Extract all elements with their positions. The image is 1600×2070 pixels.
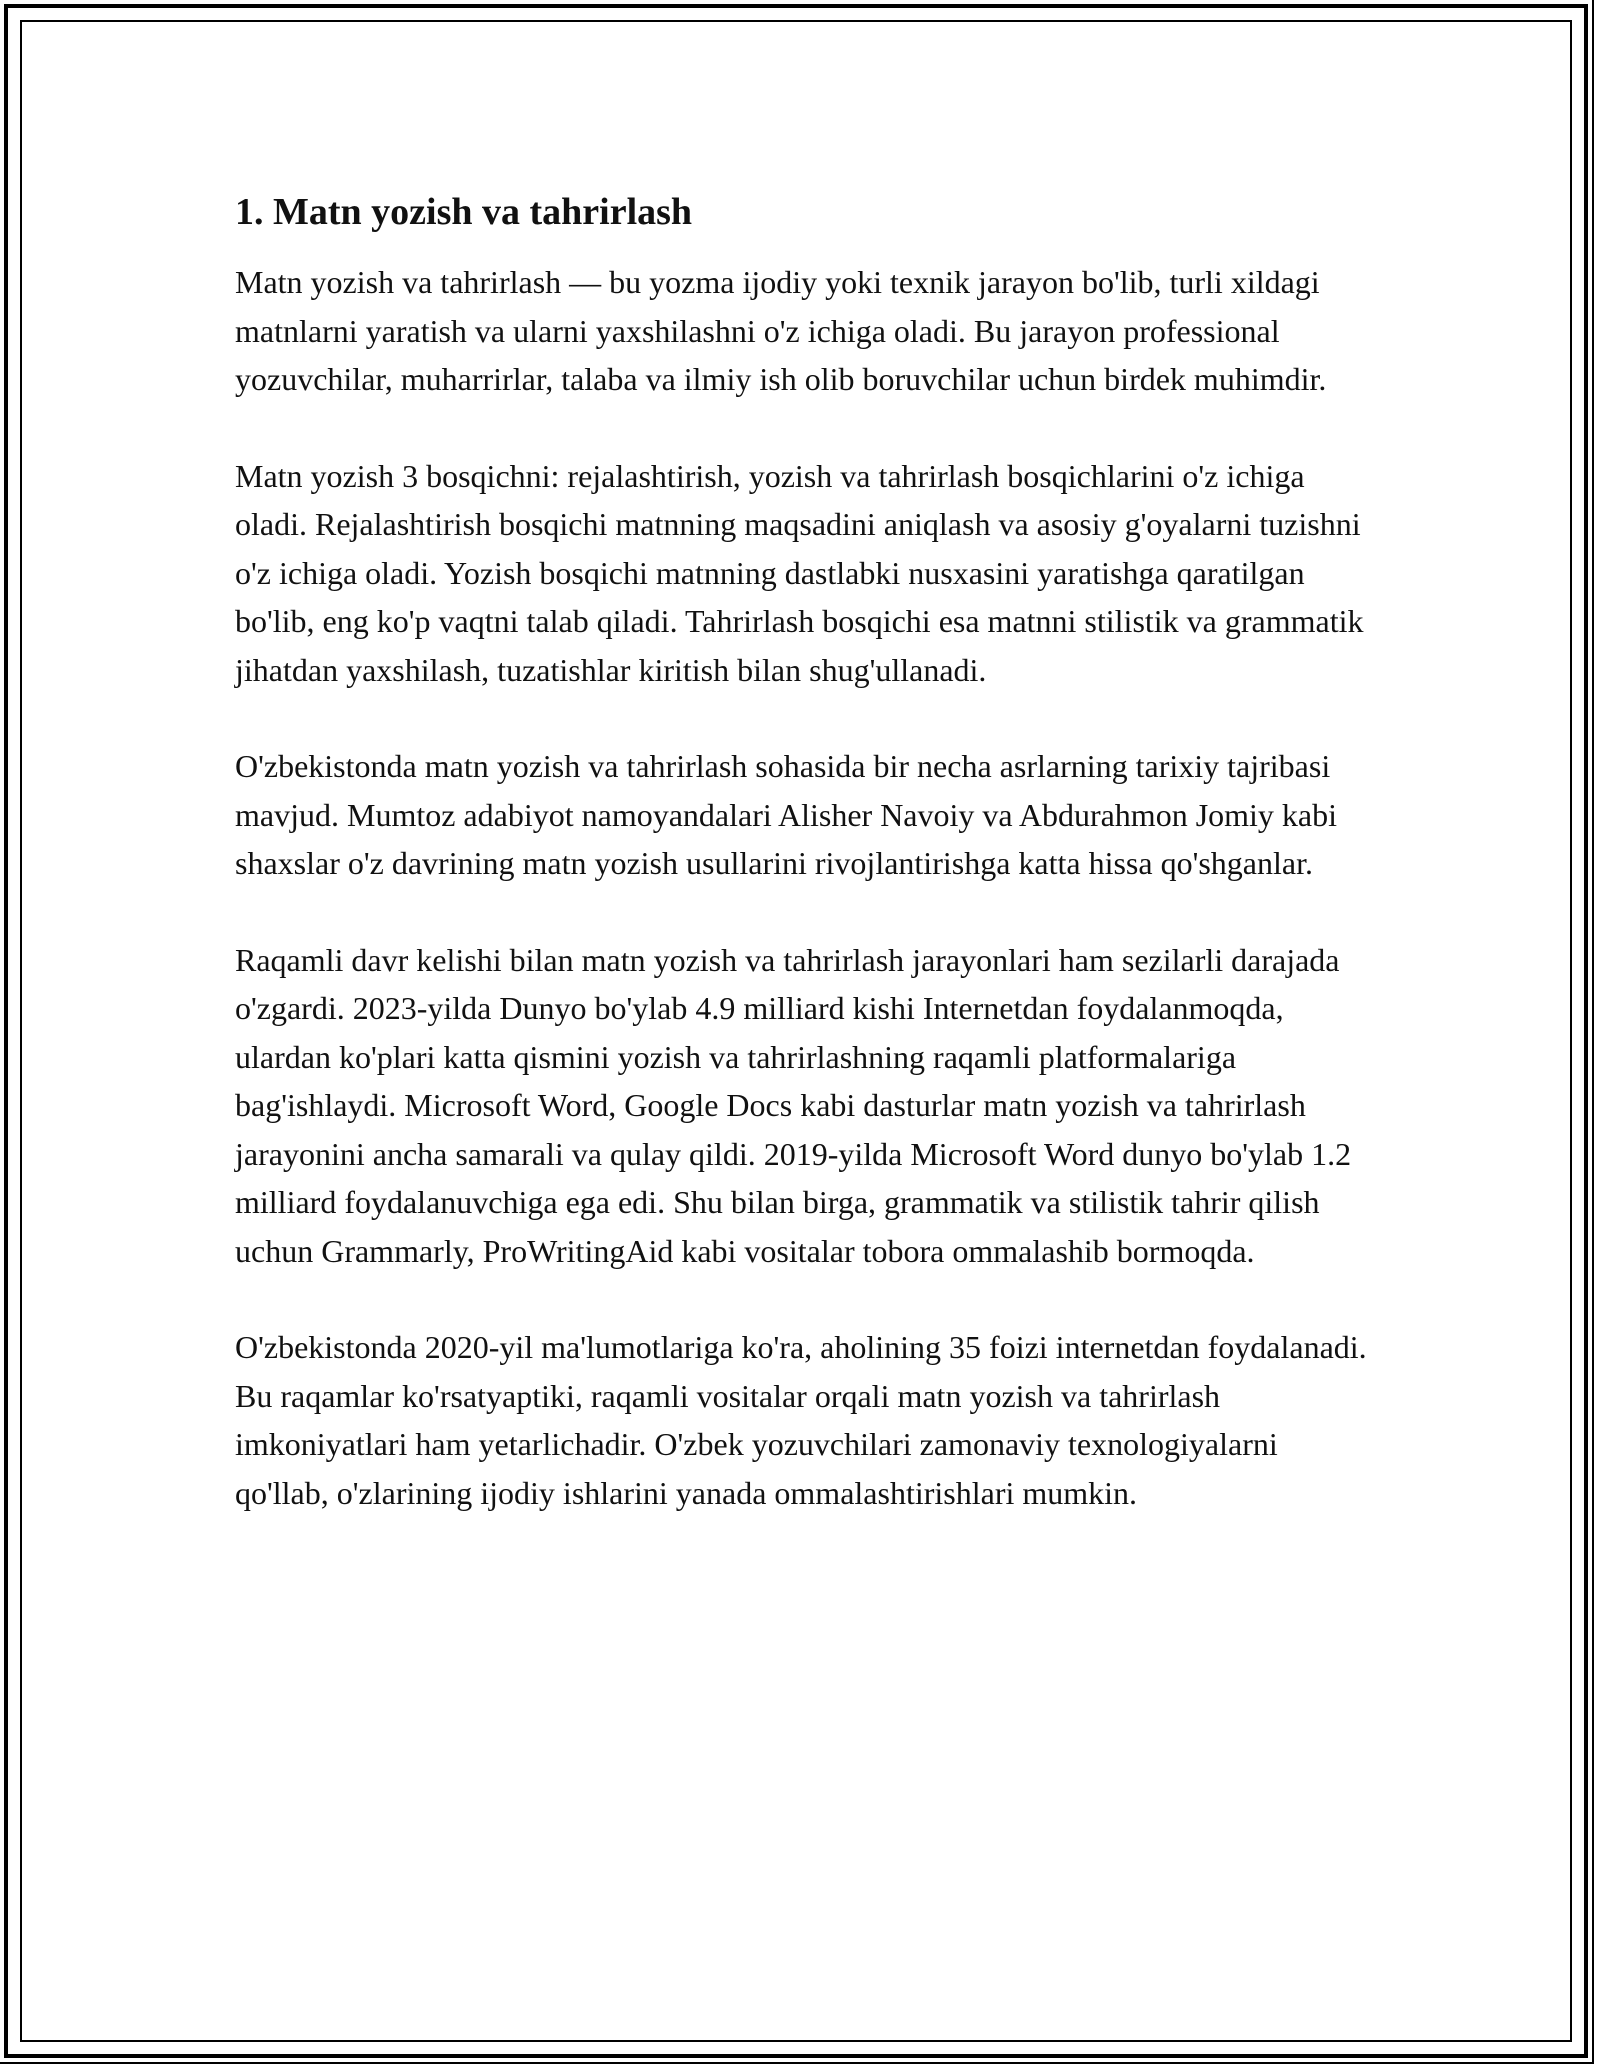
paragraph-stages: Matn yozish 3 bosqichni: rejalashtirish, yozish va tahrirlash bosqichlarini o'z ichiga oladi. Rejalashtirish bosqichi matnning maqsadini aniqlash va asosiy g'oyalarni tuzishni o'z ichiga oladi. Yozish bosqichi matnning dastlabki nusxasini yaratishga qaratilgan bo'lib, eng ko'p vaqtni talab qiladi. Tahrirlash bosqichi esa matnni stilistik va grammatik jihatdan yaxshilash, tuzatishlar kiritish bilan shug'ullanadi. — [235, 457, 1364, 688]
paragraph-digital-era: Raqamli davr kelishi bilan matn yozish va tahrirlash jarayonlari ham sezilarli darajada o'zgardi. 2023-yilda Dunyo bo'ylab 4.9 milliard kishi Internetdan foydalanmoqda, ulardan ko'plari katta qismini yozish va tahrirlashning raqamli platformalariga bag'ishlaydi. Microsoft Word, Google Docs kabi dasturlar matn yozish va tahrirlash jarayonini ancha samarali va qulay qildi. 2019-yilda Microsoft Word dunyo bo'ylab 1.2 milliard foydalanuvchiga ega edi. Shu bilan birga, grammatik va stilistik tahrir qilish uchun Grammarly, ProWritingAid kabi vositalar tobora ommalashib bormoqda. — [235, 941, 1352, 1269]
paragraph-intro: Matn yozish va tahrirlash — bu yozma ijodiy yoki texnik jarayon bo'lib, turli xildagi matnlarni yaratish va ularni yaxshilashni o'z ichiga oladi. Bu jarayon professional yozuvchilar, muharrirlar, talaba va ilmiy ish olib boruvchilar uchun birdek muhimdir. — [235, 264, 1327, 397]
section-heading: 1. Matn yozish va tahrirlash — [235, 191, 693, 233]
paragraph-uzbekistan-internet: O'zbekistonda 2020-yil ma'lumotlariga ko'ra, aholining 35 foizi internetdan foydalanadi. Bu raqamlar ko'rsatyaptiki, raqamli vositalar orqali matn yozish va tahrirlash imkoniyatlari ham yetarlichadir. O'zbek yozuvchilari zamonaviy texnologiyalarni qo'llab, o'zlarining ijodiy ishlarini yanada ommalashtirishlari mumkin. — [235, 1329, 1367, 1511]
document-body — [235, 188, 1375, 1565]
paragraph-history: O'zbekistonda matn yozish va tahrirlash sohasida bir necha asrlarning tarixiy tajribasi mavjud. Mumtoz adabiyot namoyandalari Alisher Navoiy va Abdurahmon Jomiy kabi shaxslar o'z davrining matn yozish usullarini rivojlantirishga katta hissa qo'shganlar. — [235, 748, 1338, 881]
